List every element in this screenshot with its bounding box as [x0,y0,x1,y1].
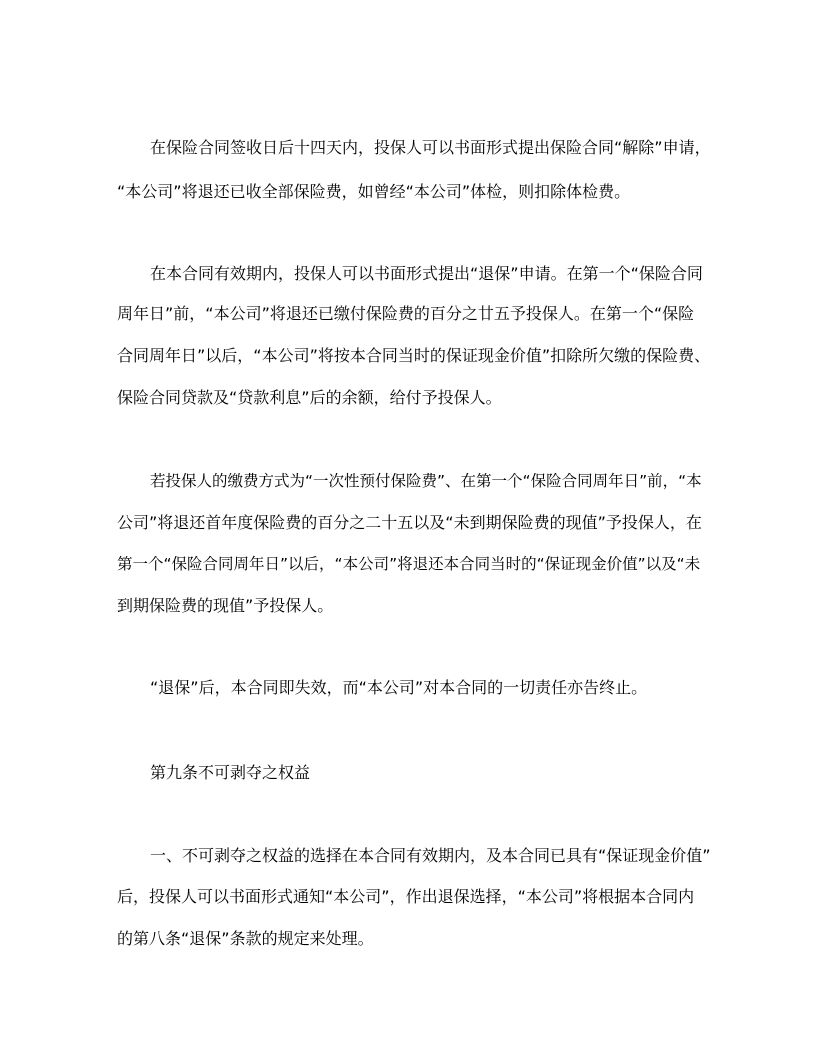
paragraph-3-line-1: 若投保人的缴费方式为“一次性预付保险费”、在第一个“保险合同周年日”前，“本 [150,472,702,490]
paragraph-3-line-2: 公司”将退还首年度保险费的百分之二十五以及“未到期保险费的现值”予投保人，在 [117,513,702,532]
paragraph-2-line-2: 周年日”前，“本公司”将退还已缴付保险费的百分之廿五予投保人。在第一个“保险 [117,304,695,323]
paragraph-2-line-3: 合同周年日”以后，“本公司”将按本合同当时的保证现金价值”扣除所欠缴的保险费、 [117,346,711,365]
paragraph-1-line-1: 在保险合同签收日后十四天内，投保人可以书面形式提出保险合同“解除”申请， [150,138,711,157]
section-heading: 第九条不可剥夺之权益 [150,763,311,782]
paragraph-2-line-1: 在本合同有效期内，投保人可以书面形式提出“退保”申请。在第一个“保险合同 [150,264,703,283]
paragraph-5-line-1: 一、不可剥夺之权益的选择在本合同有效期内，及本合同已具有“保证现金价值” [150,846,711,865]
paragraph-3-line-4: 到期保险费的现值”予投保人。 [117,596,334,615]
paragraph-1-line-2: “本公司”将退还已收全部保险费，如曾经“本公司”体检，则扣除体检费。 [117,182,631,201]
paragraph-5-line-3: 的第八条“退保”条款的规定来处理。 [117,929,374,948]
paragraph-5-line-2: 后，投保人可以书面形式通知“本公司”，作出退保选择，“本公司”将根据本合同内 [117,887,695,906]
paragraph-3-line-3: 第一个“保险合同周年日”以后，“本公司”将退还本合同当时的“保证现金价值”以及“未 [117,555,701,573]
paragraph-4-line-1: “退保”后，本合同即失效，而“本公司”对本合同的一切责任亦告终止。 [150,678,648,697]
paragraph-2-line-4: 保险合同贷款及“贷款利息”后的余额，给付予投保人。 [117,388,502,407]
